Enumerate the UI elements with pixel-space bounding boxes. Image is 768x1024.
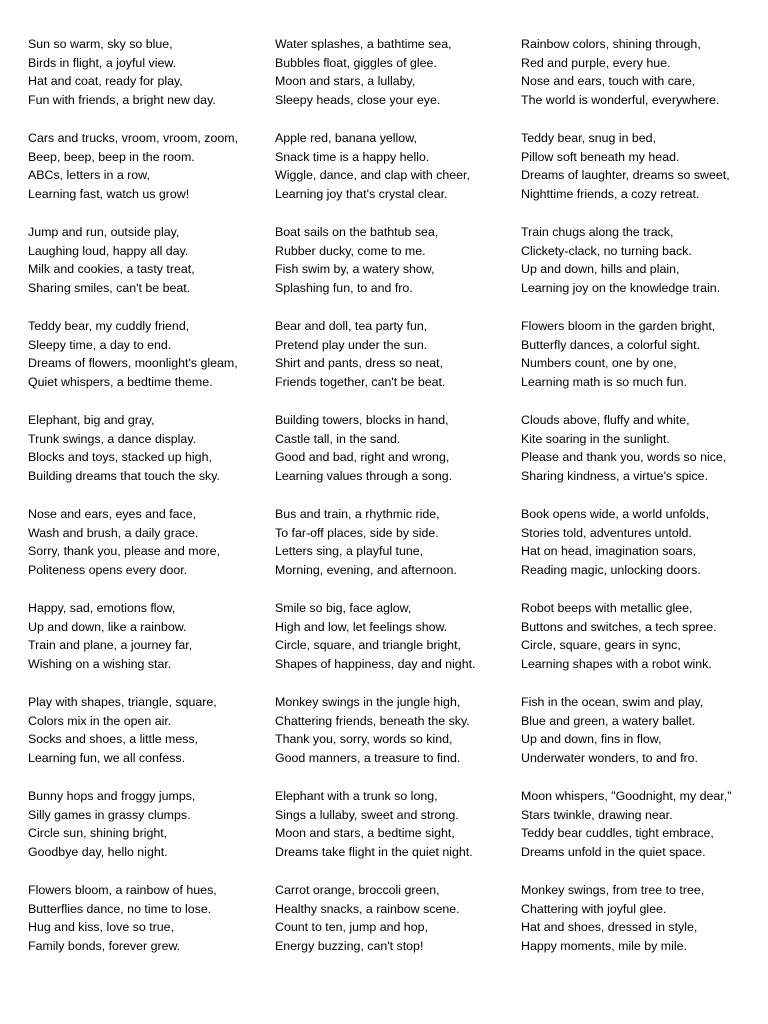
poem-line: Teddy bear, my cuddly friend, — [28, 319, 190, 333]
poem-line: Hat and coat, ready for play, — [28, 74, 183, 89]
poem-line: Good and bad, right and wrong, — [275, 450, 450, 465]
poem-line: High and low, let feelings show. — [275, 619, 448, 634]
poem-line: Sings a lullaby, sweet and strong. — [275, 807, 459, 822]
stanza — [521, 599, 766, 693]
poem-line: Circle sun, shining bright, — [28, 826, 168, 841]
poem-line: Moon whispers, "Goodnight, my dear," — [521, 789, 732, 803]
poem-line: Trunk swings, a dance display. — [28, 431, 197, 446]
poem-line: Up and down, fins in flow, — [521, 732, 662, 747]
stanza — [521, 129, 766, 223]
poem-line: Hug and kiss, love so true, — [28, 920, 175, 935]
stanza — [275, 881, 520, 975]
poem-line: Quiet whispers, a bedtime theme. — [28, 375, 213, 390]
poem-line: Shapes of happiness, day and night. — [275, 657, 476, 672]
poem-line: Rubber ducky, come to me. — [275, 243, 426, 258]
stanza — [275, 411, 520, 505]
stanza — [28, 35, 273, 129]
poem-line: Milk and cookies, a tasty treat, — [28, 262, 195, 277]
poem-line: Red and purple, every hue. — [521, 55, 671, 70]
poem-line: Healthy snacks, a rainbow scene. — [275, 901, 460, 916]
poem-line: Butterflies dance, no time to lose. — [28, 901, 212, 916]
stanza — [28, 693, 273, 787]
poem-line: Learning shapes with a robot wink. — [521, 657, 712, 672]
poem-line: Socks and shoes, a little mess, — [28, 732, 199, 747]
poem-line: Teddy bear, snug in bed, — [521, 131, 657, 145]
poem-line: Carrot orange, broccoli green, — [275, 883, 440, 897]
poem-line: Hat on head, imagination soars, — [521, 544, 696, 559]
stanza — [521, 35, 766, 129]
poem-line: Count to ten, jump and hop, — [275, 920, 428, 935]
poem-line: Please and thank you, words so nice, — [521, 450, 727, 465]
stanza — [521, 787, 766, 881]
poem-line: Monkey swings, from tree to tree, — [521, 883, 705, 897]
poem-line: Up and down, hills and plain, — [521, 262, 680, 277]
poem-line: Circle, square, gears in sync, — [521, 638, 681, 653]
stanza — [28, 411, 273, 505]
poem-line: Train and plane, a journey far, — [28, 638, 193, 653]
stanza — [521, 317, 766, 411]
poem-line: Bear and doll, tea party fun, — [275, 319, 428, 333]
poem-line: Beep, beep, beep in the room. — [28, 149, 195, 164]
poem-line: Politeness opens every door. — [28, 563, 188, 578]
poem-line: Sun so warm, sky so blue, — [28, 37, 173, 51]
poem-line: Castle tall, in the sand. — [275, 431, 401, 446]
poem-line: Silly games in grassy clumps. — [28, 807, 191, 822]
poem-line: Sleepy heads, close your eye. — [275, 93, 441, 108]
poem-line: Play with shapes, triangle, square, — [28, 695, 217, 709]
stanza — [28, 599, 273, 693]
poem-line: Happy, sad, emotions flow, — [28, 601, 176, 615]
poem-line: Dreams unfold in the quiet space. — [521, 845, 706, 860]
poem-line: Underwater wonders, to and fro. — [521, 751, 699, 766]
poem-line: Nighttime friends, a cozy retreat. — [521, 187, 700, 202]
poem-line: Building towers, blocks in hand, — [275, 413, 449, 427]
poem-line: Chattering with joyful glee. — [521, 901, 667, 916]
poem-line: Jump and run, outside play, — [28, 225, 180, 239]
poem-line: Elephant with a trunk so long, — [275, 789, 438, 803]
poem-line: Stories told, adventures untold. — [521, 525, 692, 540]
poem-line: Apple red, banana yellow, — [275, 131, 417, 145]
poem-line: Building dreams that touch the sky. — [28, 469, 220, 484]
poem-line: Teddy bear cuddles, tight embrace, — [521, 826, 714, 841]
poem-line: Reading magic, unlocking doors. — [521, 563, 701, 578]
poem-line: Rainbow colors, shining through, — [521, 37, 701, 51]
poem-line: Stars twinkle, drawing near. — [521, 807, 673, 822]
poem-line: Smile so big, face aglow, — [275, 601, 412, 615]
poem-line: Good manners, a treasure to find. — [275, 751, 461, 766]
stanza — [28, 129, 273, 223]
poem-line: Train chugs along the track, — [521, 225, 674, 239]
poem-line: Sleepy time, a day to end. — [28, 337, 172, 352]
poem-line: Birds in flight, a joyful view. — [28, 55, 177, 70]
poem-line: Bus and train, a rhythmic ride, — [275, 507, 440, 521]
poem-line: Wiggle, dance, and clap with cheer, — [275, 168, 470, 183]
poem-line: Moon and stars, a lullaby, — [275, 74, 416, 89]
poem-line: Kite soaring in the sunlight. — [521, 431, 670, 446]
poem-line: Friends together, can't be beat. — [275, 375, 446, 390]
poem-line: Learning fast, watch us grow! — [28, 187, 190, 202]
poem-line: Flowers bloom in the garden bright, — [521, 319, 716, 333]
poem-line: Laughing loud, happy all day. — [28, 243, 189, 258]
poem-line: Moon and stars, a bedtime sight, — [275, 826, 455, 841]
poem-line: Clouds above, fluffy and white, — [521, 413, 690, 427]
poem-line: Sharing kindness, a virtue's spice. — [521, 469, 708, 484]
stanza — [521, 881, 766, 975]
poem-line: Letters sing, a playful tune, — [275, 544, 424, 559]
poem-line: Numbers count, one by one, — [521, 356, 677, 371]
poem-line: Monkey swings in the jungle high, — [275, 695, 461, 709]
poem-line: Goodbye day, hello night. — [28, 845, 168, 860]
stanza — [521, 223, 766, 317]
poem-line: Cars and trucks, vroom, vroom, zoom, — [28, 131, 239, 145]
stanza — [275, 599, 520, 693]
stanza — [275, 317, 520, 411]
poem-line: Boat sails on the bathtub sea, — [275, 225, 439, 239]
poem-line: The world is wonderful, everywhere. — [521, 93, 720, 108]
stanza — [521, 693, 766, 787]
poem-line: Shirt and pants, dress so neat, — [275, 356, 444, 371]
poem-line: Circle, square, and triangle bright, — [275, 638, 461, 653]
poem-line: Nose and ears, touch with care, — [521, 74, 696, 89]
stanza — [275, 223, 520, 317]
poem-line: To far-off places, side by side. — [275, 525, 439, 540]
poem-line: Sharing smiles, can't be beat. — [28, 281, 191, 296]
poem-line: Happy moments, mile by mile. — [521, 939, 687, 954]
poem-line: Family bonds, forever grew. — [28, 939, 181, 954]
poem-line: Water splashes, a bathtime sea, — [275, 37, 452, 51]
poem-line: Dreams take flight in the quiet night. — [275, 845, 473, 860]
poem-column-3 — [521, 35, 766, 975]
poem-line: Learning joy on the knowledge train. — [521, 281, 721, 296]
stanza — [275, 787, 520, 881]
stanza — [521, 505, 766, 599]
poem-line: Robot beeps with metallic glee, — [521, 601, 693, 615]
poem-line: Splashing fun, to and fro. — [275, 281, 413, 296]
poem-line: Pretend play under the sun. — [275, 337, 428, 352]
poem-line: Pillow soft beneath my head. — [521, 149, 680, 164]
poem-line: Fish swim by, a watery show, — [275, 262, 435, 277]
poem-line: Chattering friends, beneath the sky. — [275, 713, 470, 728]
poem-line: Blocks and toys, stacked up high, — [28, 450, 212, 465]
poem-line: Up and down, like a rainbow. — [28, 619, 187, 634]
poem-column-1 — [28, 35, 273, 975]
poem-line: Elephant, big and gray, — [28, 413, 155, 427]
stanza — [275, 35, 520, 129]
stanza — [275, 129, 520, 223]
poem-line: Sorry, thank you, please and more, — [28, 544, 220, 559]
poem-line: Bunny hops and froggy jumps, — [28, 789, 196, 803]
poem-line: Energy buzzing, can't stop! — [275, 939, 424, 954]
poem-line: Hat and shoes, dressed in style, — [521, 920, 698, 935]
poem-line: Dreams of laughter, dreams so sweet, — [521, 168, 730, 183]
poem-line: Wash and brush, a daily grace. — [28, 525, 199, 540]
poem-column-2 — [275, 35, 520, 975]
stanza — [28, 317, 273, 411]
stanza — [28, 881, 273, 975]
stanza — [28, 505, 273, 599]
stanza — [275, 505, 520, 599]
poem-line: ABCs, letters in a row, — [28, 168, 150, 183]
stanza — [28, 787, 273, 881]
poem-line: Flowers bloom, a rainbow of hues, — [28, 883, 217, 897]
poem-line: Fish in the ocean, swim and play, — [521, 695, 704, 709]
poem-line: Clickety-clack, no turning back. — [521, 243, 692, 258]
poem-line: Butterfly dances, a colorful sight. — [521, 337, 701, 352]
poem-line: Learning fun, we all confess. — [28, 751, 186, 766]
poem-line: Colors mix in the open air. — [28, 713, 172, 728]
poem-line: Morning, evening, and afternoon. — [275, 563, 457, 578]
poem-line: Dreams of flowers, moonlight's gleam, — [28, 356, 238, 371]
poem-line: Bubbles float, giggles of glee. — [275, 55, 437, 70]
poem-line: Learning values through a song. — [275, 469, 453, 484]
poem-line: Blue and green, a watery ballet. — [521, 713, 696, 728]
poem-line: Learning math is so much fun. — [521, 375, 687, 390]
stanza — [28, 223, 273, 317]
poem-line: Wishing on a wishing star. — [28, 657, 172, 672]
poem-line: Book opens wide, a world unfolds, — [521, 507, 710, 521]
poem-line: Buttons and switches, a tech spree. — [521, 619, 717, 634]
poem-line: Snack time is a happy hello. — [275, 149, 430, 164]
poem-line: Thank you, sorry, words so kind, — [275, 732, 453, 747]
poem-line: Fun with friends, a bright new day. — [28, 93, 216, 108]
stanza — [521, 411, 766, 505]
stanza — [275, 693, 520, 787]
poem-line: Learning joy that's crystal clear. — [275, 187, 448, 202]
poem-line: Nose and ears, eyes and face, — [28, 507, 197, 521]
